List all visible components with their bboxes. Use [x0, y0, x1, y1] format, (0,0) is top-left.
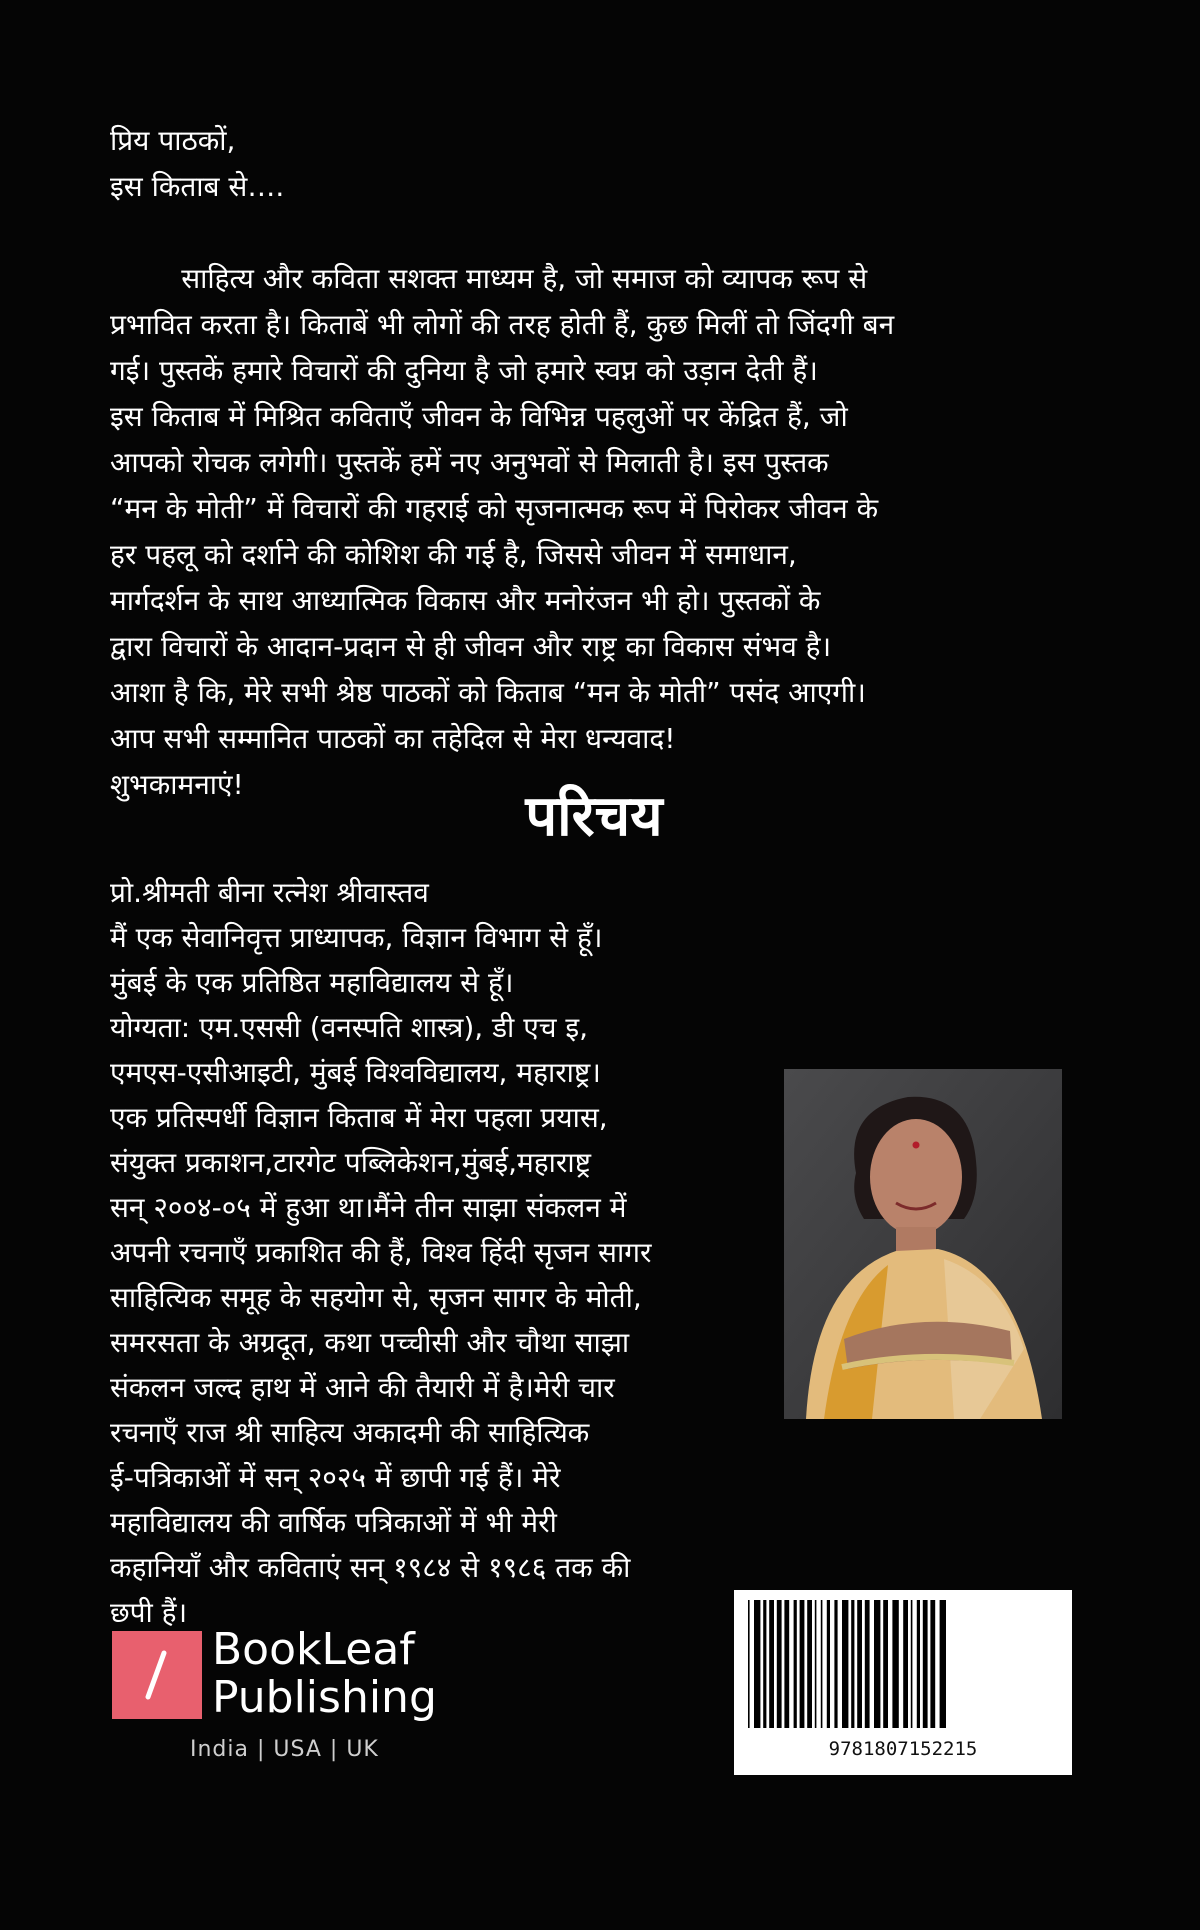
- barcode-bar: [892, 1600, 898, 1728]
- isbn-barcode: [734, 1590, 1072, 1775]
- barcode-bar: [777, 1600, 782, 1728]
- barcode-bar: [851, 1600, 854, 1728]
- barcode-bar: [821, 1600, 823, 1728]
- greeting: प्रिय पाठकों,: [110, 124, 236, 157]
- preface-line: प्रभावित करता है। किताबें भी लोगों की तरह होती हैं, कुछ मिलीं तो जिंदगी बन: [110, 308, 895, 341]
- preface-lead: इस किताब से….: [110, 170, 285, 203]
- barcode-bar: [769, 1600, 774, 1728]
- barcode-bar: [865, 1600, 870, 1728]
- bio-line: समरसता के अग्रदूत, कथा पच्चीसी और चौथा साझा: [110, 1326, 630, 1359]
- preface-line: आपको रोचक लगेगी। पुस्तकें हमें नए अनुभवों से मिलाती है। इस पुस्तक: [110, 446, 829, 479]
- bio-line: एक प्रतिस्पर्धी विज्ञान किताब में मेरा पहला प्रयास,: [110, 1101, 608, 1134]
- bio-line: छपी हैं।: [110, 1596, 188, 1629]
- preface-line: साहित्य और कविता सशक्त माध्यम है, जो समाज को व्यापक रूप से: [110, 262, 868, 295]
- barcode-bar: [903, 1600, 908, 1728]
- preface-line: मार्गदर्शन के साथ आध्यात्मिक विकास और मनोरंजन भी हो। पुस्तकों के: [110, 584, 821, 617]
- preface-line: द्वारा विचारों के आदान-प्रदान से ही जीवन और राष्ट्र का विकास संभव है।: [110, 630, 832, 663]
- barcode-bar: [857, 1600, 862, 1728]
- barcode-bar: [923, 1600, 928, 1728]
- bio-line: कहानियाँ और कविताएं सन् १९८४ से १९८६ तक की: [110, 1551, 631, 1584]
- bio-line: संयुक्त प्रकाशन,टारगेट पब्लिकेशन,मुंबई,महाराष्ट्र: [110, 1146, 591, 1179]
- bio-line: ई-पत्रिकाओं में सन् २०२५ में छापी गई हैं। मेरे: [110, 1461, 561, 1494]
- bio-line: संकलन जल्द हाथ में आने की तैयारी में है।मेरी चार: [110, 1371, 615, 1404]
- barcode-bar: [917, 1600, 920, 1728]
- preface-section: [110, 118, 1110, 808]
- barcode-bar: [815, 1600, 817, 1728]
- publisher-regions: India | USA | UK: [190, 1737, 379, 1762]
- barcode-bar: [940, 1600, 946, 1728]
- preface-line: आप सभी सम्मानित पाठकों का तहेदिल से मेरा धन्यवाद!: [110, 722, 676, 755]
- barcode-bar: [911, 1600, 913, 1728]
- barcode-bar: [754, 1600, 760, 1728]
- preface-line: शुभकामनाएं!: [110, 768, 244, 801]
- bio-line: मुंबई के एक प्रतिष्ठित महाविद्यालय से हूँ।: [110, 966, 514, 999]
- barcode-bar: [883, 1600, 888, 1728]
- barcode-bar: [748, 1600, 750, 1728]
- publisher-name: [212, 1626, 437, 1722]
- preface-line: गई। पुस्तकें हमारे विचारों की दुनिया है जो हमारे स्वप्न को उड़ान देती हैं।: [110, 354, 818, 387]
- author-photo: [784, 1069, 1062, 1419]
- barcode-bar: [827, 1600, 830, 1728]
- bio-line: मैं एक सेवानिवृत्त प्राध्यापक, विज्ञान विभाग से हूँ।: [110, 921, 603, 954]
- barcode-bar: [794, 1600, 797, 1728]
- barcode-bar: [807, 1600, 812, 1728]
- author-bio: [110, 870, 790, 1635]
- slash-icon: [112, 1631, 202, 1719]
- author-name: प्रो.श्रीमती बीना रत्नेश श्रीवास्तव: [110, 876, 429, 909]
- barcode-bar: [834, 1600, 837, 1728]
- preface-line: इस किताब में मिश्रित कविताएँ जीवन के विभिन्न पहलुओं पर केंद्रित हैं, जो: [110, 400, 848, 433]
- preface-line: हर पहलू को दर्शाने की कोशिश की गई है, जिससे जीवन में समाधान,: [110, 538, 797, 571]
- bio-line: रचनाएँ राज श्री साहित्य अकादमी की साहित्यिक: [110, 1416, 590, 1449]
- bio-line: अपनी रचनाएँ प्रकाशित की हैं, विश्व हिंदी सृजन सागर: [110, 1236, 652, 1269]
- barcode-bar: [842, 1600, 848, 1728]
- bio-line: योग्यता: एम.एससी (वनस्पति शास्त्र), डी एच इ,: [110, 1011, 589, 1044]
- barcode-bar: [784, 1600, 789, 1728]
- isbn-number: 9781807152215: [828, 1738, 978, 1760]
- bio-line: सन् २००४-०५ में हुआ था।मैंने तीन साझा संकलन में: [110, 1191, 627, 1224]
- publisher-name-line1: BookLeaf: [212, 1624, 415, 1675]
- barcode-bars: [734, 1590, 1072, 1735]
- author-portrait-illustration: [784, 1069, 1062, 1419]
- publisher-name-line2: Publishing: [212, 1672, 437, 1723]
- section-heading: परिचय: [525, 784, 663, 849]
- barcode-bar: [763, 1600, 766, 1728]
- bio-line: साहित्यिक समूह के सहयोग से, सृजन सागर के मोती,: [110, 1281, 642, 1314]
- preface-line: “मन के मोती” में विचारों की गहराई को सृजनात्मक रूप में पिरोकर जीवन के: [110, 492, 879, 525]
- publisher-logo-mark: [112, 1631, 202, 1719]
- paragraph-gap: [110, 210, 1110, 256]
- preface-line: आशा है कि, मेरे सभी श्रेष्ठ पाठकों को किताब “मन के मोती” पसंद आएगी।: [110, 676, 866, 709]
- barcode-bar: [874, 1600, 880, 1728]
- bio-line: महाविद्यालय की वार्षिक पत्रिकाओं में भी मेरी: [110, 1506, 557, 1539]
- bio-line: एमएस-एसीआइटी, मुंबई विश्वविद्यालय, महाराष्ट्र।: [110, 1056, 601, 1089]
- barcode-bar: [930, 1600, 935, 1728]
- barcode-bar: [800, 1600, 805, 1728]
